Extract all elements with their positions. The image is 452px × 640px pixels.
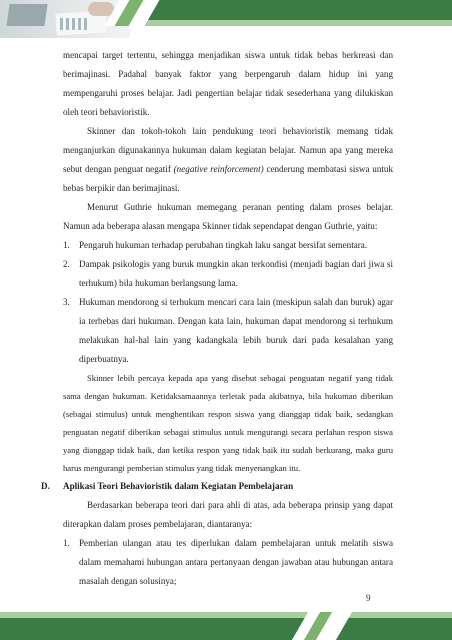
paragraph-2 (63, 122, 393, 198)
paragraph-4: Skinner lebih percaya kepada apa yang disebut sebagai penguatan negatif yang tidak sama dengan hukuman. Ketidaksamaannya terletak pada akibatnya, bila hukuman diberikan (sebagai stimulus) untuk menghentikan respon siswa yang dianggap tidak baik, sedangkan penguatan negatif diberikan sebagai stimulus untuk mengurangi secara perlahan respon siswa yang dianggap tidak baik, dan ketika respon yang tidak baik itu sudah berkurang, maka guru harus mengurangi pemberian stimulus yang tidak menyenangkan itu. (63, 373, 393, 473)
header-stripe (130, 20, 452, 26)
list-number: 1. (63, 240, 70, 250)
paragraph-1: mencapai target tertentu, sehingga menjadikan siswa untuk tidak bebas berkreasi dan berimajinasi. Padahal banyak faktor yang berpengaruh dalam hidup ini yang mempengaruhi proses belajar. Jadi pengertian belajar tidak sesederhana yang dilukiskan oleh teori behavioristik. (63, 50, 393, 117)
list-item (63, 534, 393, 591)
paragraph-2-text: Skinner dan tokoh-tokoh lain pendukung teori behavioristik memang tidak menganjurkan digunakannya hukuman dalam kegiatan belajar. Namun apa yang mereka sebut dengan penguat negatif (63, 126, 393, 174)
page-number: 9 (366, 593, 371, 603)
section-heading-d (41, 477, 393, 496)
list-text: Hukuman mendorong si terhukum mencari cara lain (meskipun salah dan buruk) agar ia terbebas dari hukuman. Dengan kata lain, hukuman dapat mendorong si terhukum melakukan hal-hal lain yang kadangkala lebih buruk dari pada kesalahan yang diperbuatnya. (79, 297, 393, 364)
list-number: 3. (63, 297, 70, 307)
footer-band (0, 618, 452, 640)
list-reasons (63, 236, 393, 369)
list-number: 2. (63, 259, 70, 269)
paragraph-2-end: cenderung membatasi siswa untuk bebas berpikir dan berimajinasi. (63, 164, 393, 193)
list-text: Dampak psikologis yang buruk mungkin akan terkondisi (menjadi bagian dari jiwa si terhukum) bila hukuman berlangsung lama. (79, 259, 393, 288)
list-item (63, 236, 393, 255)
chart-bars-shape (60, 18, 90, 30)
paragraph-3: Menurut Guthrie hukuman memegang peranan penting dalam proses belajar. Namun ada beberapa alasan mengapa Skinner tidak sependapat dengan Guthrie, yaitu: (63, 202, 393, 231)
list-principles (63, 534, 393, 591)
paragraph-5: Berdasarkan beberapa teori dari para ahli di atas, ada beberapa prinsip yang dapat diterapkan dalam proses pembelajaran, diantaranya: (63, 500, 393, 529)
paragraph-2-italic: (negative reinforcement) (173, 164, 264, 174)
list-item (63, 293, 393, 369)
list-text: Pengaruh hukuman terhadap perubahan tingkah laku sangat bersifat sementara. (79, 240, 368, 250)
header-band (130, 0, 452, 20)
list-text: Pemberian ulangan atau tes diperlukan dalam pembelajaran untuk melatih siswa dalam memahami hubungan antara pertanyaan dengan jawaban atau hubungan antara masalah dengan solusinya; (79, 538, 393, 586)
list-item (63, 255, 393, 293)
laptop-screen-shape (6, 4, 47, 26)
section-title: Aplikasi Teori Behavioristik dalam Kegiatan Pembelajaran (63, 481, 294, 491)
list-number: 1. (63, 538, 70, 548)
section-number: D. (41, 481, 50, 491)
page-body (41, 46, 393, 591)
